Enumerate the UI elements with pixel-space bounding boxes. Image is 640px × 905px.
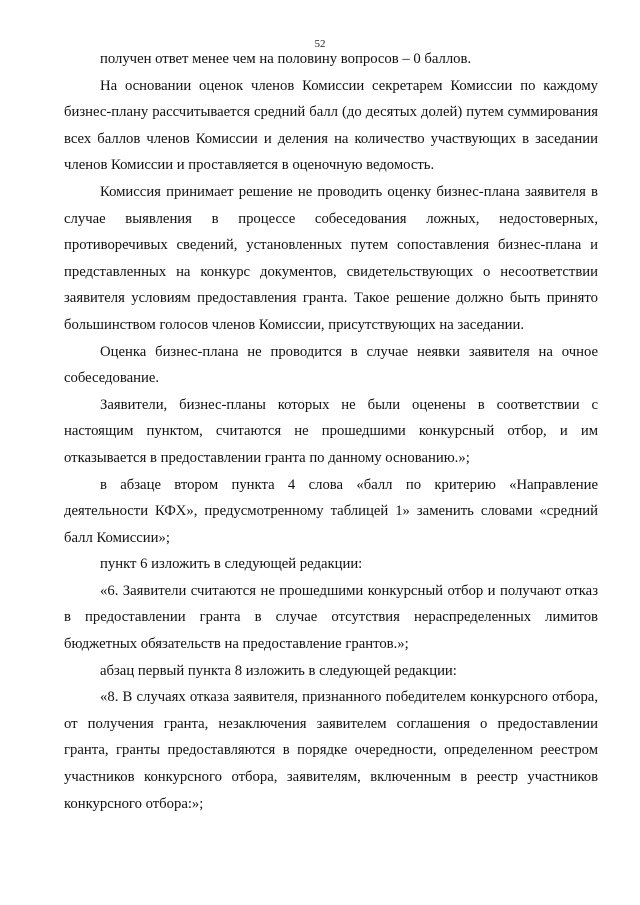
paragraph-9: абзац первый пункта 8 изложить в следующей редакции: xyxy=(100,662,457,679)
paragraph-10: «8. В случаях отказа заявителя, признанного победителем конкурсного отбора, от получения гранта, незаключения заявителем соглашения о предоставлении гранта, гранты предоставляются в порядке очередности, определенном реестром участников конкурсного отбора, заявителям, включенным в реестр участников конкурсного отбора:»; xyxy=(64,689,598,812)
paragraph-2: На основании оценок членов Комиссии секретарем Комиссии по каждому бизнес-плану рассчитывается средний балл (до десятых долей) путем суммирования всех баллов членов Комиссии и деления на количество участвующих в заседании членов Комиссии и проставляется в оценочную ведомость. xyxy=(64,77,598,174)
paragraph-7: пункт 6 изложить в следующей редакции: xyxy=(100,556,363,573)
page-number: 52 xyxy=(314,38,326,50)
paragraph-6: в абзаце втором пункта 4 слова «балл по критерию «Направление деятельности КФХ», предусмотренному таблицей 1» заменить словами «средний балл Комиссии»; xyxy=(64,476,598,546)
paragraph-1: получен ответ менее чем на половину вопросов – 0 баллов. xyxy=(100,51,472,67)
paragraph-8: «6. Заявители считаются не прошедшими конкурсный отбор и получают отказ в предоставлении гранта в случае отсутствия нераспределенных лимитов бюджетных обязательств на предоставление грантов.»; xyxy=(64,582,598,653)
paragraph-3: Комиссия принимает решение не проводить оценку бизнес-плана заявителя в случае выявления в процессе собеседования ложных, недостоверных, противоречивых сведений, установленных путем сопоставления бизнес-плана и представленных на конкурс документов, свидетельствующих о несоответствии заявителя условиям предоставления гранта. Такое решение должно быть принято большинством голосов членов Комиссии, присутствующих на заседании. xyxy=(64,183,598,333)
document-body xyxy=(64,46,598,817)
paragraph-4: Оценка бизнес-плана не проводится в случае неявки заявителя на очное собеседование. xyxy=(64,343,598,387)
paragraph-5: Заявители, бизнес-планы которых не были оценены в соответствии с настоящим пунктом, считаются не прошедшими конкурсный отбор, и им отказывается в предоставлении гранта по данному основанию.»; xyxy=(64,396,598,466)
